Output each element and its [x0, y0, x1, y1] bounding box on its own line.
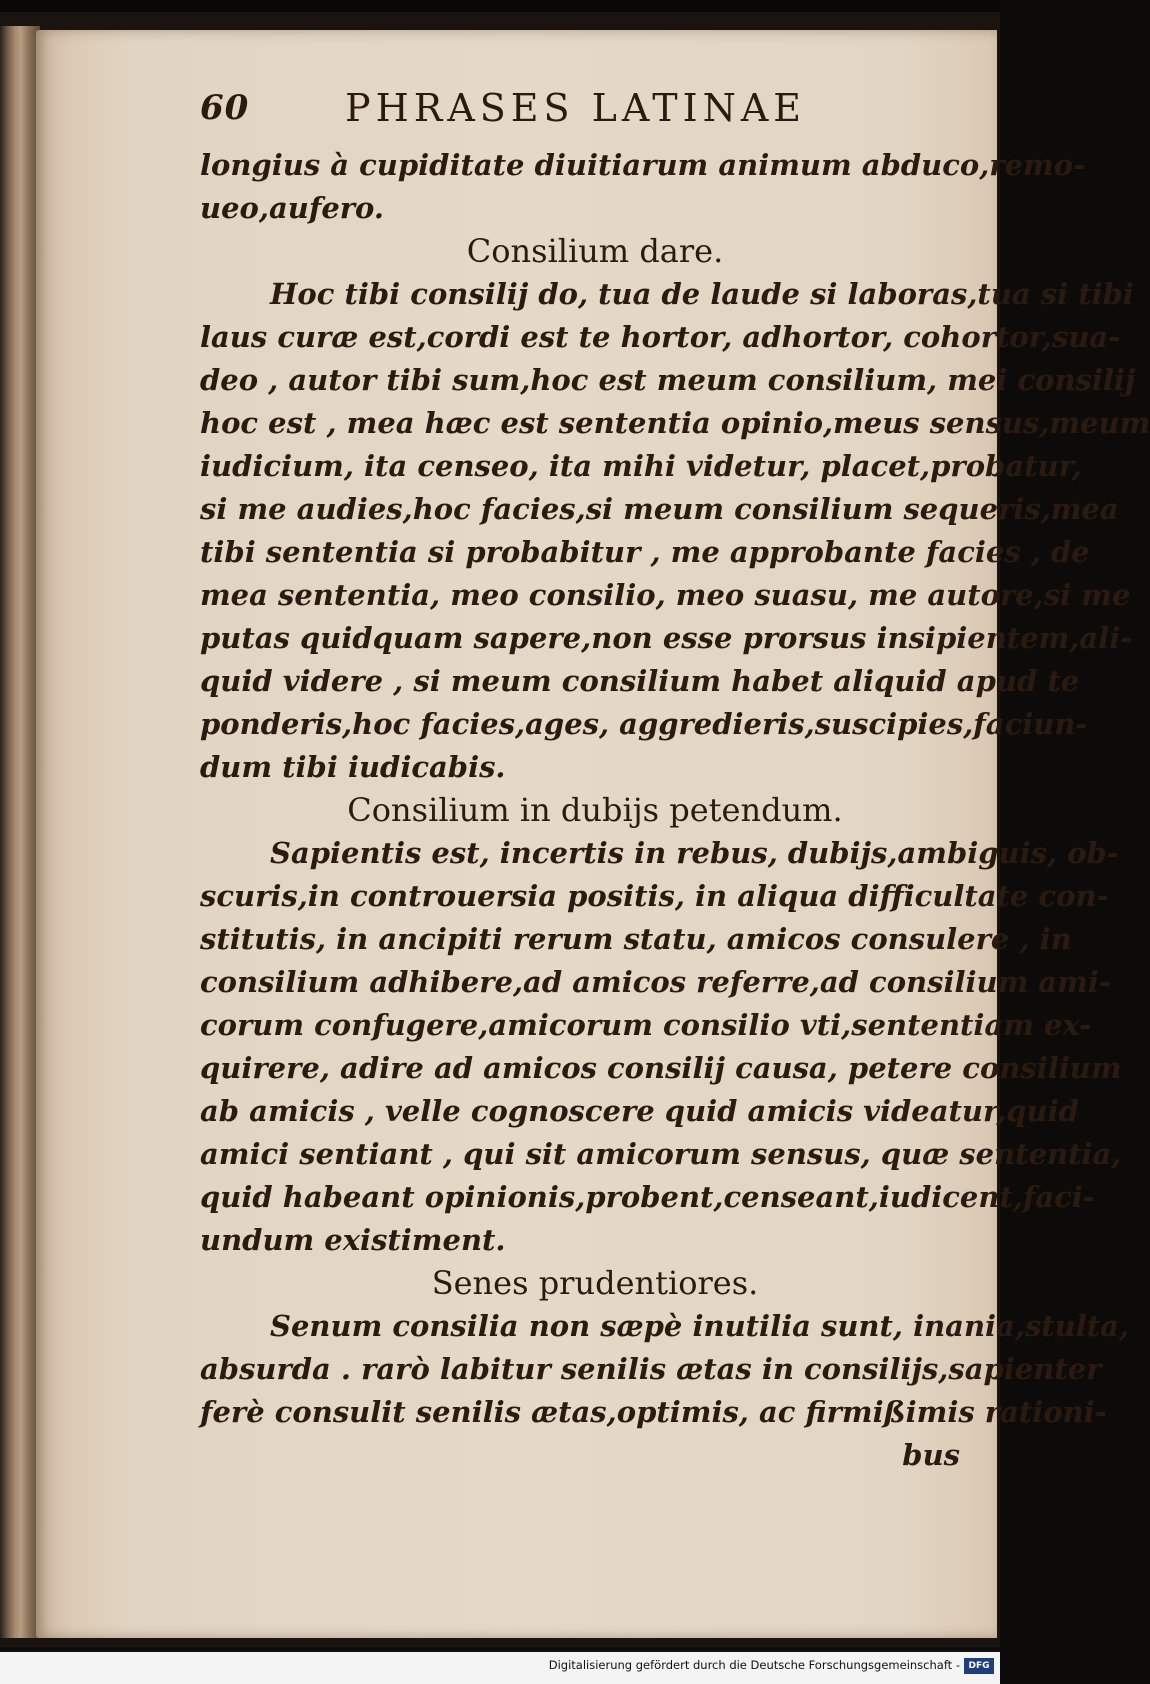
text-line: undum existiment.	[200, 1223, 506, 1257]
footer-bar	[0, 1650, 1000, 1684]
text-line: hoc est , mea hæc est sententia opinio,meus sensus,meum	[200, 406, 1150, 440]
text-line: mea sententia, meo consilio, meo suasu, me autore,si me	[200, 578, 1131, 612]
running-title: PHRASES LATINAE	[345, 86, 807, 130]
dfg-credit: Digitalisierung gefördert durch die Deutsche Forschungsgemeinschaft -	[548, 1658, 960, 1672]
page-edges	[0, 26, 40, 1638]
text-line: quirere, adire ad amicos consilij causa, petere consilium	[200, 1051, 1122, 1085]
text-line: stitutis, in ancipiti rerum statu, amicos consulere , in	[200, 922, 1072, 956]
text-line: scuris,in controuersia positis, in aliqua difficultate con-	[200, 879, 1109, 913]
text-line: ponderis,hoc facies,ages, aggredieris,suscipies,faciun-	[200, 707, 1088, 741]
text-line: ferè consulit senilis ætas,optimis, ac firmißimis rationi-	[200, 1395, 1107, 1429]
body-text	[200, 144, 1150, 1477]
text-line: laus curæ est,cordi est te hortor, adhortor, cohortor,sua-	[200, 320, 1121, 354]
text-line: quid habeant opinionis,probent,censeant,iudicent,faci-	[200, 1180, 1095, 1214]
scan-top-border	[0, 0, 1000, 12]
text-line: longius à cupiditate diuitiarum animum abduco,remo-	[200, 148, 1086, 182]
text-line: putas quidquam sapere,non esse prorsus insipientem,ali-	[200, 621, 1133, 655]
text-line: tibi sententia si probabitur , me approbante facies , de	[200, 535, 1090, 569]
text-line: amici sentiant , qui sit amicorum sensus, quæ sententia,	[200, 1137, 1122, 1171]
text-line: ab amicis , velle cognoscere quid amicis videatur,quid	[200, 1094, 1079, 1128]
text-line: Hoc tibi consilij do, tua de laude si laboras,tua si tibi	[270, 277, 1134, 311]
text-line: bus	[902, 1438, 960, 1472]
text-line: Senum consilia non sæpè inutilia sunt, inania,stulta,	[270, 1309, 1130, 1343]
text-line: Sapientis est, incertis in rebus, dubijs,ambiguis, ob-	[270, 836, 1119, 870]
dfg-logo: DFG	[964, 1658, 994, 1674]
page-header	[200, 86, 960, 144]
page-number: 60	[200, 88, 250, 128]
text-line: dum tibi iudicabis.	[200, 750, 506, 784]
text-line: si me audies,hoc facies,si meum consilium sequeris,mea	[200, 492, 1119, 526]
text-line: iudicium, ita censeo, ita mihi videtur, placet,probatur,	[200, 449, 1082, 483]
section-heading: Consilium dare.	[466, 232, 724, 270]
text-line: consilium adhibere,ad amicos referre,ad consilium ami-	[200, 965, 1111, 999]
text-line: deo , autor tibi sum,hoc est meum consilium, mei consilij	[200, 363, 1136, 397]
page-text-block	[200, 86, 1150, 1477]
text-line: corum confugere,amicorum consilio vti,sententiam ex-	[200, 1008, 1092, 1042]
section-heading: Consilium in dubijs petendum.	[347, 791, 843, 829]
text-line: quid videre , si meum consilium habet aliquid apud te	[200, 664, 1080, 698]
section-heading: Senes prudentiores.	[431, 1264, 759, 1302]
text-line: absurda . rarò labitur senilis ætas in consilijs,sapienter	[200, 1352, 1102, 1386]
text-line: ueo,aufero.	[200, 191, 384, 225]
